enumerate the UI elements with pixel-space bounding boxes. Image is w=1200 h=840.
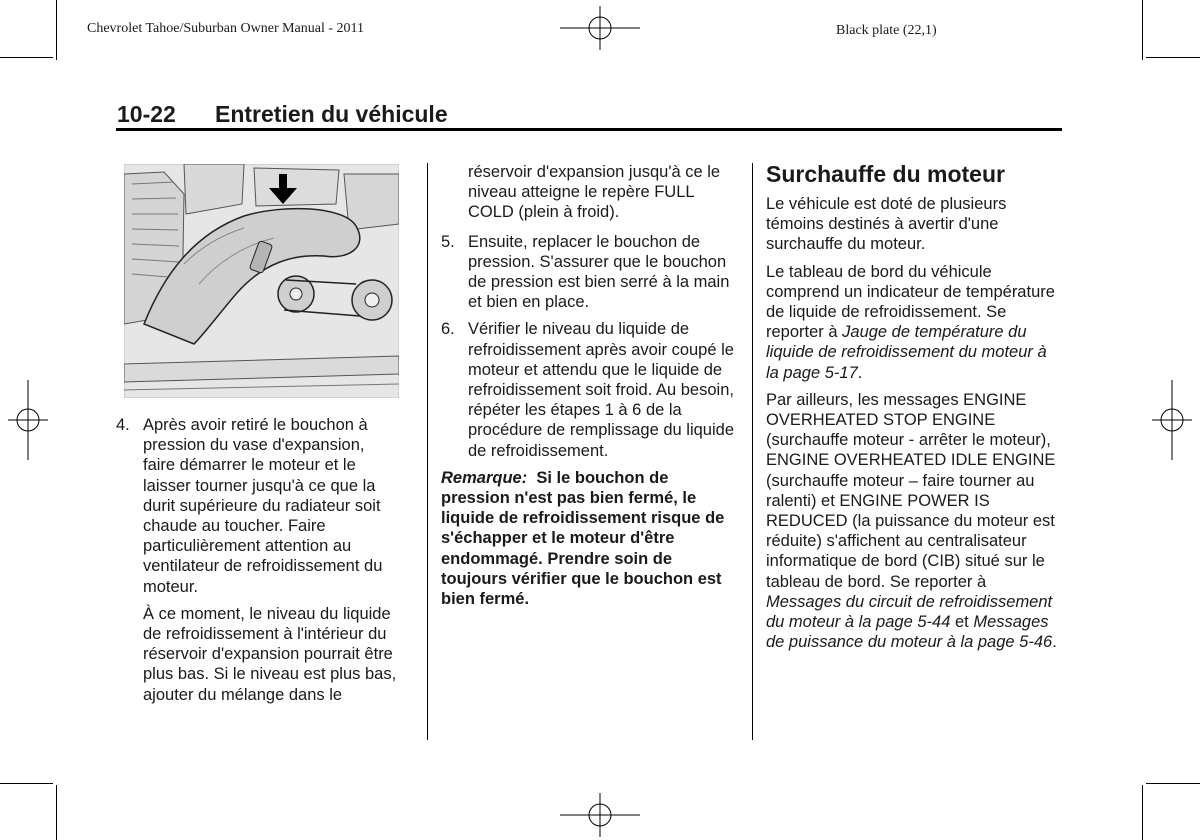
section-number: 10-22 xyxy=(117,101,176,127)
column-divider xyxy=(427,163,428,740)
cross-reference-link[interactable]: Jauge de température du liquide de refroidissement du moteur à la page 5-17 xyxy=(766,323,1047,382)
crop-mark xyxy=(0,783,53,784)
section-rule xyxy=(116,128,1062,131)
crop-mark xyxy=(1142,0,1143,60)
step-4-continuation: À ce moment, le niveau du liquide de refroidissement à l'intérieur du réservoir d'expansion pourrait être plus bas. Si le niveau est plus bas, ajouter du mélange dans le xyxy=(143,604,397,704)
crop-mark xyxy=(1142,785,1143,840)
step-text: Ensuite, replacer le bouchon de pression. S'assurer que le bouchon de pression est bien serré à la main et bien en place. xyxy=(468,232,730,312)
paragraph xyxy=(766,262,1062,383)
subsection-heading: Surchauffe du moteur xyxy=(766,161,1005,187)
crop-mark xyxy=(1146,57,1200,58)
registration-mark-icon xyxy=(560,793,640,837)
step-text: Vérifier le niveau du liquide de refroidissement après avoir coupé le moteur et attendu que le liquide de refroidissement soit froid. Au besoin, répéter les étapes 1 à 6 de la procédure de remplissage du liquide de refroidissement. xyxy=(468,320,734,460)
column-middle xyxy=(441,162,737,609)
crop-mark xyxy=(56,0,57,60)
paragraph-text: Par ailleurs, les messages ENGINE OVERHEATED STOP ENGINE (surchauffe moteur - arrêter le moteur), ENGINE OVERHEATED IDLE ENGINE (surchauffe moteur – faire tourner au ralenti) et ENGINE POWER IS REDUCED (la puissance du moteur est réduite) s'affichent au centralisateur informatique de bord (CIB) situé sur le tableau de bord. Se reporter à xyxy=(766,390,1056,591)
registration-mark-icon xyxy=(8,380,48,460)
engine-radiator-hose-illustration xyxy=(124,164,399,398)
step-number: 6. xyxy=(441,320,455,339)
running-header-right: Black plate (22,1) xyxy=(836,23,937,38)
conjunction: et xyxy=(950,613,974,632)
paragraph-text: Le tableau de bord du véhicule comprend un indicateur de température de liquide de refroidissement. Se reporter à xyxy=(766,262,1055,342)
section-title: Entretien du véhicule xyxy=(215,101,448,127)
step-4 xyxy=(116,415,398,597)
step-number: 5. xyxy=(441,232,455,251)
step-6 xyxy=(441,319,737,460)
section-heading xyxy=(117,101,448,128)
column-divider xyxy=(752,163,753,740)
notice-box xyxy=(441,468,737,609)
paragraph xyxy=(766,390,1062,653)
registration-mark-icon xyxy=(1152,380,1192,460)
step-text: Après avoir retiré le bouchon à pression du vase d'expansion, faire démarrer le moteur et le laisser tourner jusqu'à ce que la durit supérieure du radiateur soit chaude au toucher. Faire particulièrement attention au ventilateur de refroidissement du moteur. xyxy=(143,416,383,596)
registration-mark-icon xyxy=(560,6,640,50)
crop-mark xyxy=(1146,783,1200,784)
notice-label: Remarque: xyxy=(441,468,528,487)
paragraph: Le véhicule est doté de plusieurs témoins destinés à avertir d'une surchauffe du moteur. xyxy=(766,195,1007,254)
cross-reference-link[interactable]: Messages de puissance du moteur à la page 5-46 xyxy=(766,613,1053,652)
crop-mark xyxy=(0,57,53,58)
crop-mark xyxy=(56,785,57,840)
step-number: 4. xyxy=(116,416,130,434)
step-4-continued-text: réservoir d'expansion jusqu'à ce le niveau atteigne le repère FULL COLD (plein à froid). xyxy=(468,163,721,222)
notice-text: Si le bouchon de pression n'est pas bien fermé, le liquide de refroidissement risque de s'échapper et le moteur d'être endommagé. Prendre soin de toujours vérifier que le bouchon est bien fermé. xyxy=(441,468,725,609)
punctuation: . xyxy=(1052,633,1057,652)
punctuation: . xyxy=(857,363,863,382)
column-right xyxy=(766,160,1062,659)
column-left xyxy=(116,415,398,705)
cross-reference-link[interactable]: Messages du circuit de refroidissement du moteur à la page 5-44 xyxy=(766,592,1053,632)
step-5 xyxy=(441,232,737,313)
running-header-left: Chevrolet Tahoe/Suburban Owner Manual - 2011 xyxy=(87,21,365,36)
